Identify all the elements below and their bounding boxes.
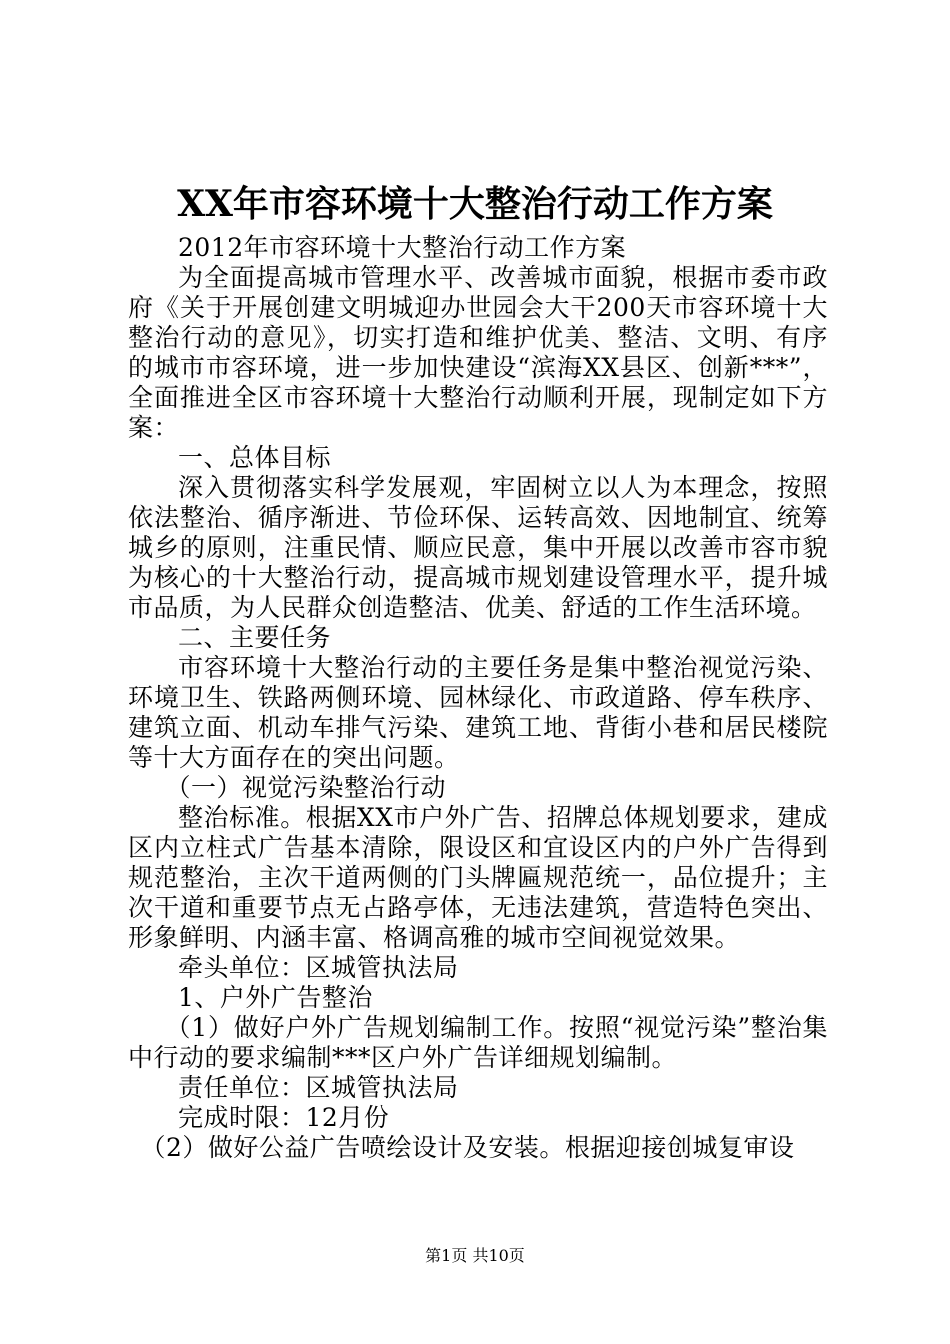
item-1-paragraph: （1）做好户外广告规划编制工作。按照“视觉污染”整治集中行动的要求编制***区户外广告详细规划编制。 <box>128 1013 828 1072</box>
section-heading-goals: 一、总体目标 <box>178 443 332 472</box>
tasks-paragraph: 市容环境十大整治行动的主要任务是集中整治视觉污染、环境卫生、铁路两侧环境、园林绿化、市政道路、停车秩序、建筑立面、机动车排气污染、建筑工地、背街小巷和居民楼院等十大方面存在的突出问题。 <box>128 653 828 772</box>
item-2-paragraph: （2）做好公益广告喷绘设计及安装。根据迎接创城复审设 <box>140 1133 795 1162</box>
page-footer: 第1页 共10页 <box>425 1246 525 1265</box>
subtitle-paragraph: 2012年市容环境十大整治行动工作方案 <box>178 233 627 262</box>
standards-paragraph: 整治标准。根据XX市户外广告、招牌总体规划要求，建成区内立柱式广告基本清除，限设区和宜设区内的户外广告得到规范整治，主次干道两侧的门头牌匾规范统一，品位提升；主次干道和重要节点无占路亭体，无违法建筑，营造特色突出、形象鲜明、内涵丰富、格调高雅的城市空间视觉效果。 <box>128 803 828 952</box>
document-body <box>128 233 828 1163</box>
goals-paragraph: 深入贯彻落实科学发展观，牢固树立以人为本理念，按照依法整治、循序渐进、节俭环保、运转高效、因地制宜、统筹城乡的原则，注重民情、顺应民意，集中开展以改善市容市貌为核心的十大整治行动，提高城市规划建设管理水平，提升城市品质，为人民群众创造整洁、优美、舒适的工作生活环境。 <box>128 473 828 622</box>
section-heading-tasks: 二、主要任务 <box>178 623 332 652</box>
item-heading-outdoor-ads: 1、户外广告整治 <box>178 983 373 1012</box>
subsection-heading-visual: （一）视觉污染整治行动 <box>165 773 447 802</box>
document-title: XX年市容环境十大整治行动工作方案 <box>177 183 773 225</box>
responsible-unit-line: 责任单位：区城管执法局 <box>178 1073 459 1102</box>
lead-unit-line: 牵头单位：区城管执法局 <box>178 953 459 982</box>
deadline-line: 完成时限：12月份 <box>178 1103 390 1132</box>
intro-paragraph: 为全面提高城市管理水平、改善城市面貌，根据市委市政府《关于开展创建文明城迎办世园会大干200天市容环境十大整治行动的意见》，切实打造和维护优美、整洁、文明、有序的城市市容环境，进一步加快建设“滨海XX县区、创新***”，全面推进全区市容环境十大整治行动顺利开展，现制定如下方案： <box>128 263 828 442</box>
